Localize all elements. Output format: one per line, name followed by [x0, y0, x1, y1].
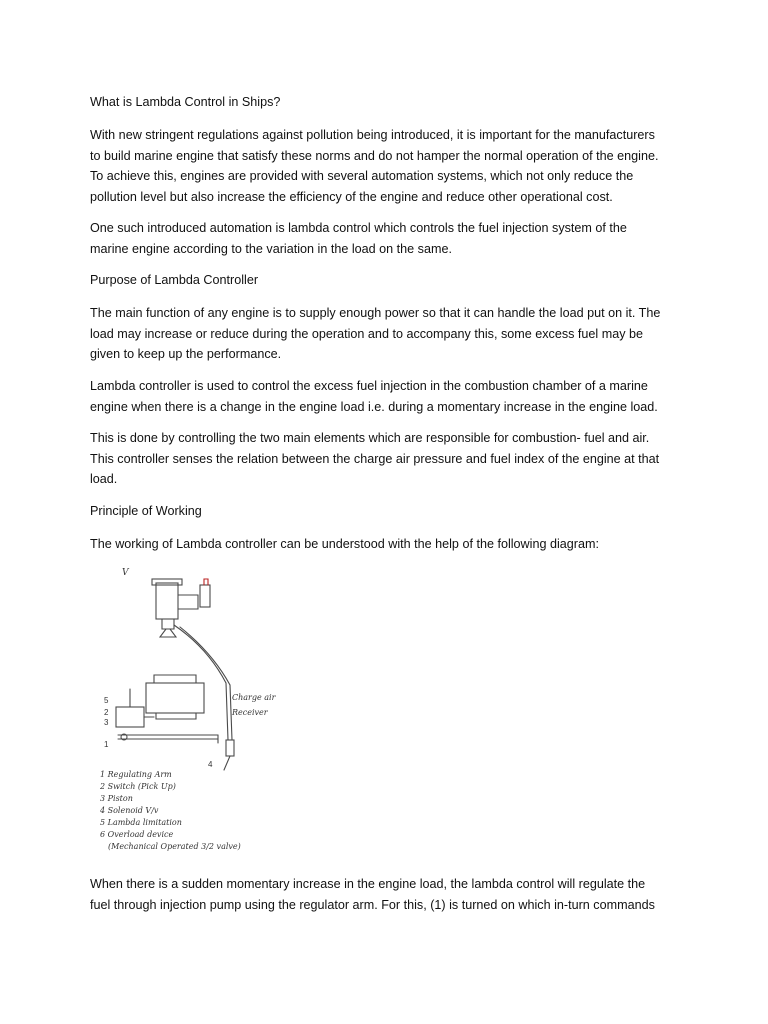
- top-stem-shape: [162, 619, 174, 629]
- paragraph-intro: With new stringent regulations against pollution being introduced, it is important for the manufacturers to build marine engine that satisfy these norms and do not hamper the normal operation of the engine. To achieve this, engines are provided with several automation systems, which not only reduce the pollution level but also increase the efficiency of the engine and reduce other operational cost.: [90, 128, 659, 204]
- valve-top-shape: [204, 579, 208, 585]
- lambda-control-diagram: [96, 565, 288, 860]
- diagram-sketch: [96, 565, 288, 860]
- legend-item-4: 4 Solenoid V/v: [100, 806, 159, 815]
- legend-item-6: 6 Overload device: [100, 830, 174, 839]
- pipe-upper-shape: [174, 625, 226, 683]
- paragraph-fuel-air: This is done by controlling the two main elements which are responsible for combustion- fuel and air. This controller senses the relation between the charge air pressure and fuel index of the engine at that load.: [90, 431, 660, 486]
- legend-item-3: 3 Piston: [100, 794, 133, 803]
- title-lambda-control: What is Lambda Control in Ships?: [90, 95, 281, 109]
- engine-block-shape: [146, 683, 204, 713]
- heading-purpose: Purpose of Lambda Controller: [90, 273, 259, 287]
- valve-body-shape: [200, 585, 210, 607]
- label-top: V: [122, 568, 129, 578]
- solenoid-shape: [226, 740, 234, 756]
- paragraph-automation: One such introduced automation is lambda control which controls the fuel injection system of the marine engine according to the variation in the load on the same.: [90, 221, 627, 256]
- label-2: 2: [104, 708, 109, 717]
- paragraph-lambda-controller: Lambda controller is used to control the excess fuel injection in the combustion chamber of a marine engine when there is a change in the engine load i.e. during a momentary increase in the engine load.: [90, 379, 658, 414]
- top-cylinder-shape: [156, 583, 178, 619]
- legend-item-6-note: (Mechanical Operated 3/2 valve): [108, 842, 241, 851]
- legend-item-1: 1 Regulating Arm: [100, 770, 172, 779]
- heading-principle: Principle of Working: [90, 504, 202, 518]
- pipe-vertical-shape: [226, 683, 228, 740]
- solenoid-lead-shape: [224, 756, 230, 770]
- engine-top-shape: [154, 675, 196, 683]
- lambda-unit-shape: [116, 707, 144, 727]
- label-charge-air: Charge air: [232, 693, 276, 702]
- label-1: 1: [104, 740, 109, 749]
- paragraph-diagram-intro: The working of Lambda controller can be understood with the help of the following diagram:: [90, 537, 599, 551]
- paragraph-load-increase: When there is a sudden momentary increase in the engine load, the lambda control will regulate the fuel through injection pump using the regulator arm. For this, (1) is turned on which in-turn commands: [90, 877, 655, 912]
- legend-item-5: 5 Lambda limitation: [100, 818, 182, 827]
- engine-base-shape: [156, 713, 196, 719]
- label-3: 3: [104, 718, 109, 727]
- top-base-shape: [160, 629, 176, 637]
- legend-item-2: 2 Switch (Pick Up): [100, 782, 176, 791]
- label-4: 4: [208, 760, 213, 769]
- label-receiver: Receiver: [232, 708, 268, 717]
- top-linkage-shape: [178, 595, 198, 609]
- label-5: 5: [104, 696, 109, 705]
- paragraph-engine-function: The main function of any engine is to supply enough power so that it can handle the load put on it. The load may increase or reduce during the operation and to accompany this, some excess fuel may be given to keep up the performance.: [90, 306, 661, 361]
